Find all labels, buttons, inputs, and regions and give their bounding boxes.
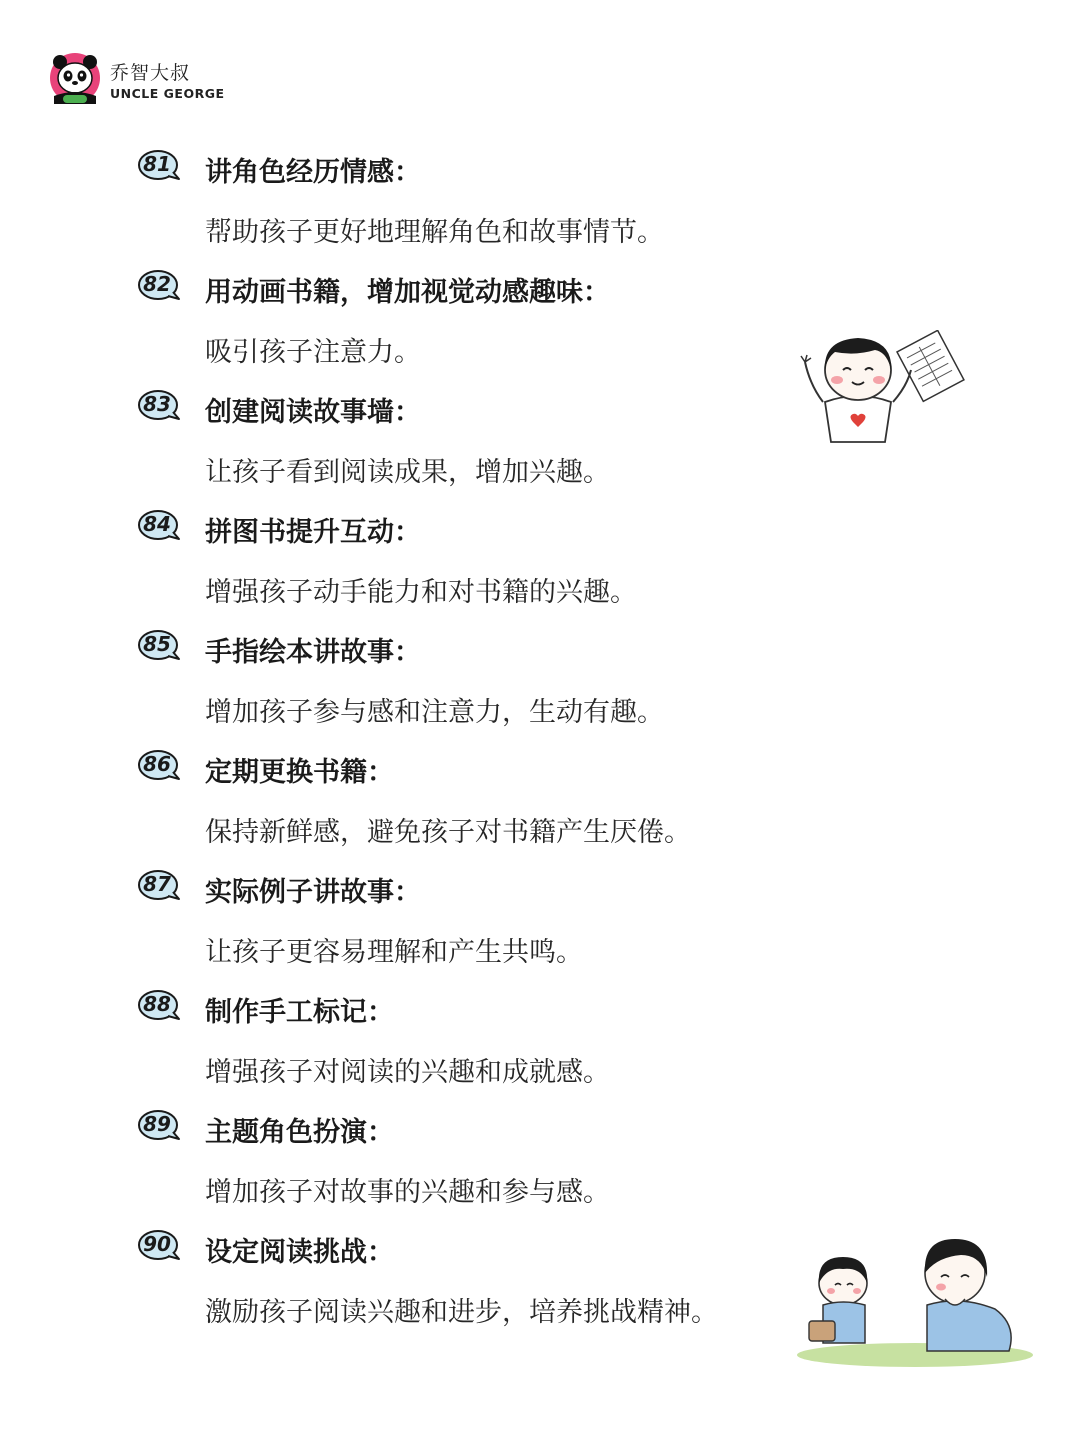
tip-number: 90 (143, 1232, 171, 1256)
tip-title: 实际例子讲故事： (205, 877, 421, 908)
tip-item (0, 270, 900, 390)
tip-number: 82 (143, 272, 171, 296)
number-bubble (137, 1228, 181, 1262)
number-bubble (137, 868, 181, 902)
tip-description: 吸引孩子注意力。 (205, 337, 421, 368)
tip-number: 87 (143, 872, 171, 896)
tip-description: 增加孩子参与感和注意力，生动有趣。 (205, 697, 664, 728)
tip-title: 创建阅读故事墙： (205, 397, 421, 428)
tip-item (0, 1230, 900, 1350)
tip-number: 89 (143, 1112, 171, 1136)
brand-name-en: UNCLE GEORGE (110, 86, 225, 101)
number-bubble (137, 388, 181, 422)
tip-title: 制作手工标记： (205, 997, 394, 1028)
tip-item (0, 150, 900, 270)
child-with-paper-illustration (795, 330, 965, 450)
tip-item (0, 990, 900, 1110)
number-bubble (137, 148, 181, 182)
number-bubble (137, 988, 181, 1022)
children-reading-illustration (795, 1225, 1035, 1370)
brand-name-cn: 乔智大叔 (110, 62, 191, 84)
tip-number: 85 (143, 632, 171, 656)
tip-title: 拼图书提升互动： (205, 517, 421, 548)
tip-title: 用动画书籍，增加视觉动感趣味： (205, 277, 610, 308)
tip-description: 让孩子看到阅读成果，增加兴趣。 (205, 457, 610, 488)
tip-number: 84 (143, 512, 171, 536)
tip-number: 88 (143, 992, 171, 1016)
tip-description: 激励孩子阅读兴趣和进步，培养挑战精神。 (205, 1297, 718, 1328)
tip-title: 定期更换书籍： (205, 757, 394, 788)
tip-number: 83 (143, 392, 171, 416)
tip-number: 81 (143, 152, 171, 176)
tip-title: 手指绘本讲故事： (205, 637, 421, 668)
tip-description: 增加孩子对故事的兴趣和参与感。 (205, 1177, 610, 1208)
tip-description: 增强孩子对阅读的兴趣和成就感。 (205, 1057, 610, 1088)
number-bubble (137, 748, 181, 782)
tip-item (0, 630, 900, 750)
panda-logo-icon (46, 52, 104, 106)
tip-item (0, 1110, 900, 1230)
tip-description: 让孩子更容易理解和产生共鸣。 (205, 937, 583, 968)
number-bubble (137, 508, 181, 542)
tip-number: 86 (143, 752, 171, 776)
tip-title: 主题角色扮演： (205, 1117, 394, 1148)
tip-description: 保持新鲜感，避免孩子对书籍产生厌倦。 (205, 817, 691, 848)
tip-item (0, 750, 900, 870)
number-bubble (137, 628, 181, 662)
tip-title: 设定阅读挑战： (205, 1237, 394, 1268)
number-bubble (137, 268, 181, 302)
tip-item (0, 870, 900, 990)
tip-description: 增强孩子动手能力和对书籍的兴趣。 (205, 577, 637, 608)
tip-item (0, 510, 900, 630)
brand-logo (46, 50, 226, 110)
number-bubble (137, 1108, 181, 1142)
tip-title: 讲角色经历情感： (205, 157, 421, 188)
tip-item (0, 390, 900, 510)
tip-description: 帮助孩子更好地理解角色和故事情节。 (205, 217, 664, 248)
